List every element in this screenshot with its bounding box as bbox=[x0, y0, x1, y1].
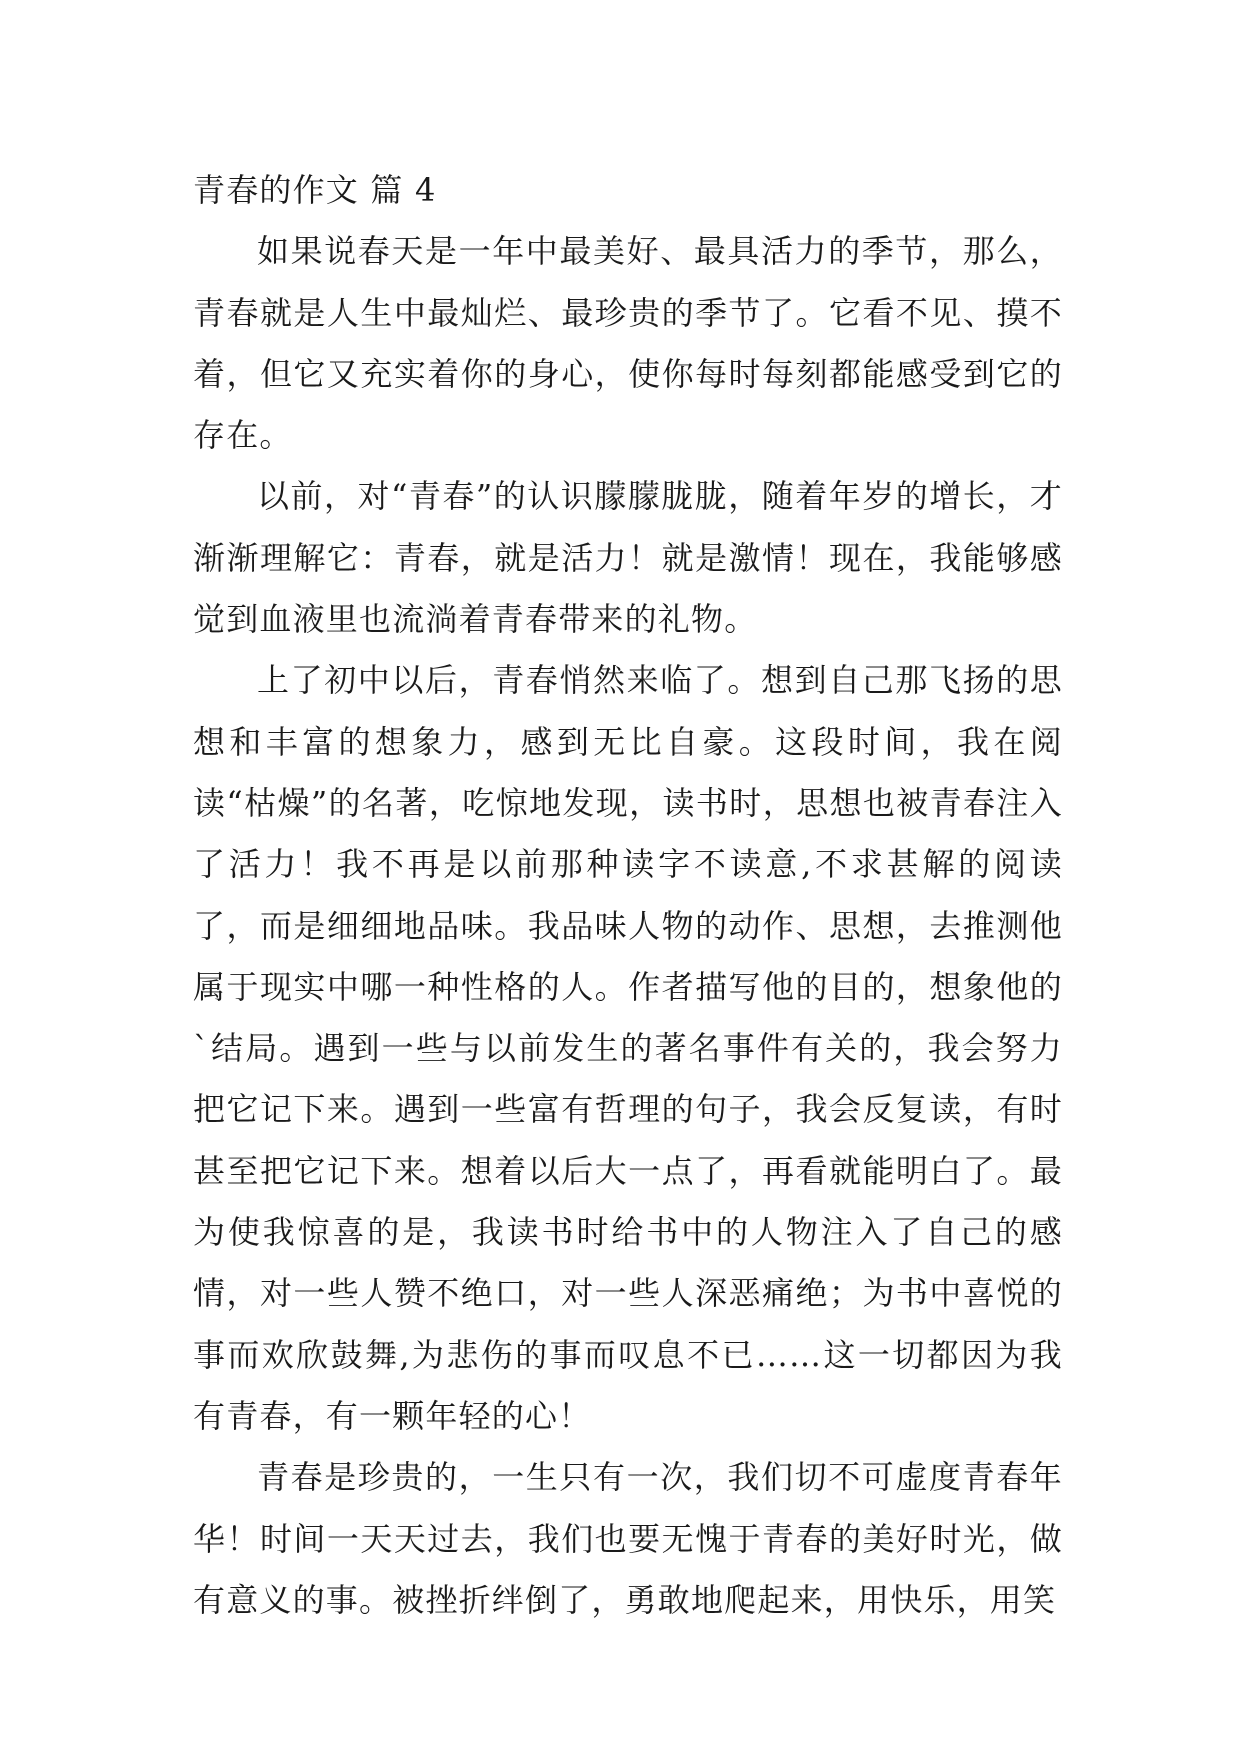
document-body bbox=[193, 160, 1063, 1631]
essay-title: 青春的作文 篇 4 bbox=[193, 171, 437, 209]
paragraph-1: 如果说春天是一年中最美好、最具活力的季节，那么，青春就是人生中最灿烂、最珍贵的季节了。它看不见、摸不着，但它又充实着你的身心，使你每时每刻都能感受到它的存在。 bbox=[193, 232, 1063, 455]
paragraph-2: 以前，对“青春”的认识朦朦胧胧，随着年岁的增长，才渐渐理解它：青春，就是活力！就是激情！现在，我能够感觉到血液里也流淌着青春带来的礼物。 bbox=[193, 477, 1063, 639]
paragraph-4: 青春是珍贵的，一生只有一次，我们切不可虚度青春年华！时间一天天过去，我们也要无愧于青春的美好时光，做有意义的事。被挫折绊倒了，勇敢地爬起来，用快乐，用笑 bbox=[193, 1458, 1063, 1619]
paragraph-3: 上了初中以后，青春悄然来临了。想到自己那飞扬的思想和丰富的想象力，感到无比自豪。这段时间，我在阅读“枯燥”的名著，吃惊地发现，读书时，思想也被青春注入了活力！我不再是以前那种读字不读意,不求甚解的阅读了，而是细细地品味。我品味人物的动作、思想，去推测他属于现实中哪一种性格的人。作者描写他的目的，想象他的`结局。遇到一些与以前发生的著名事件有关的，我会努力把它记下来。遇到一些富有哲理的句子，我会反复读，有时甚至把它记下来。想着以后大一点了，再看就能明白了。最为使我惊喜的是，我读书时给书中的人物注入了自己的感情，对一些人赞不绝口，对一些人深恶痛绝；为书中喜悦的事而欢欣鼓舞,为悲伤的事而叹息不已……这一切都因为我有青春，有一颗年轻的心！ bbox=[193, 661, 1063, 1435]
